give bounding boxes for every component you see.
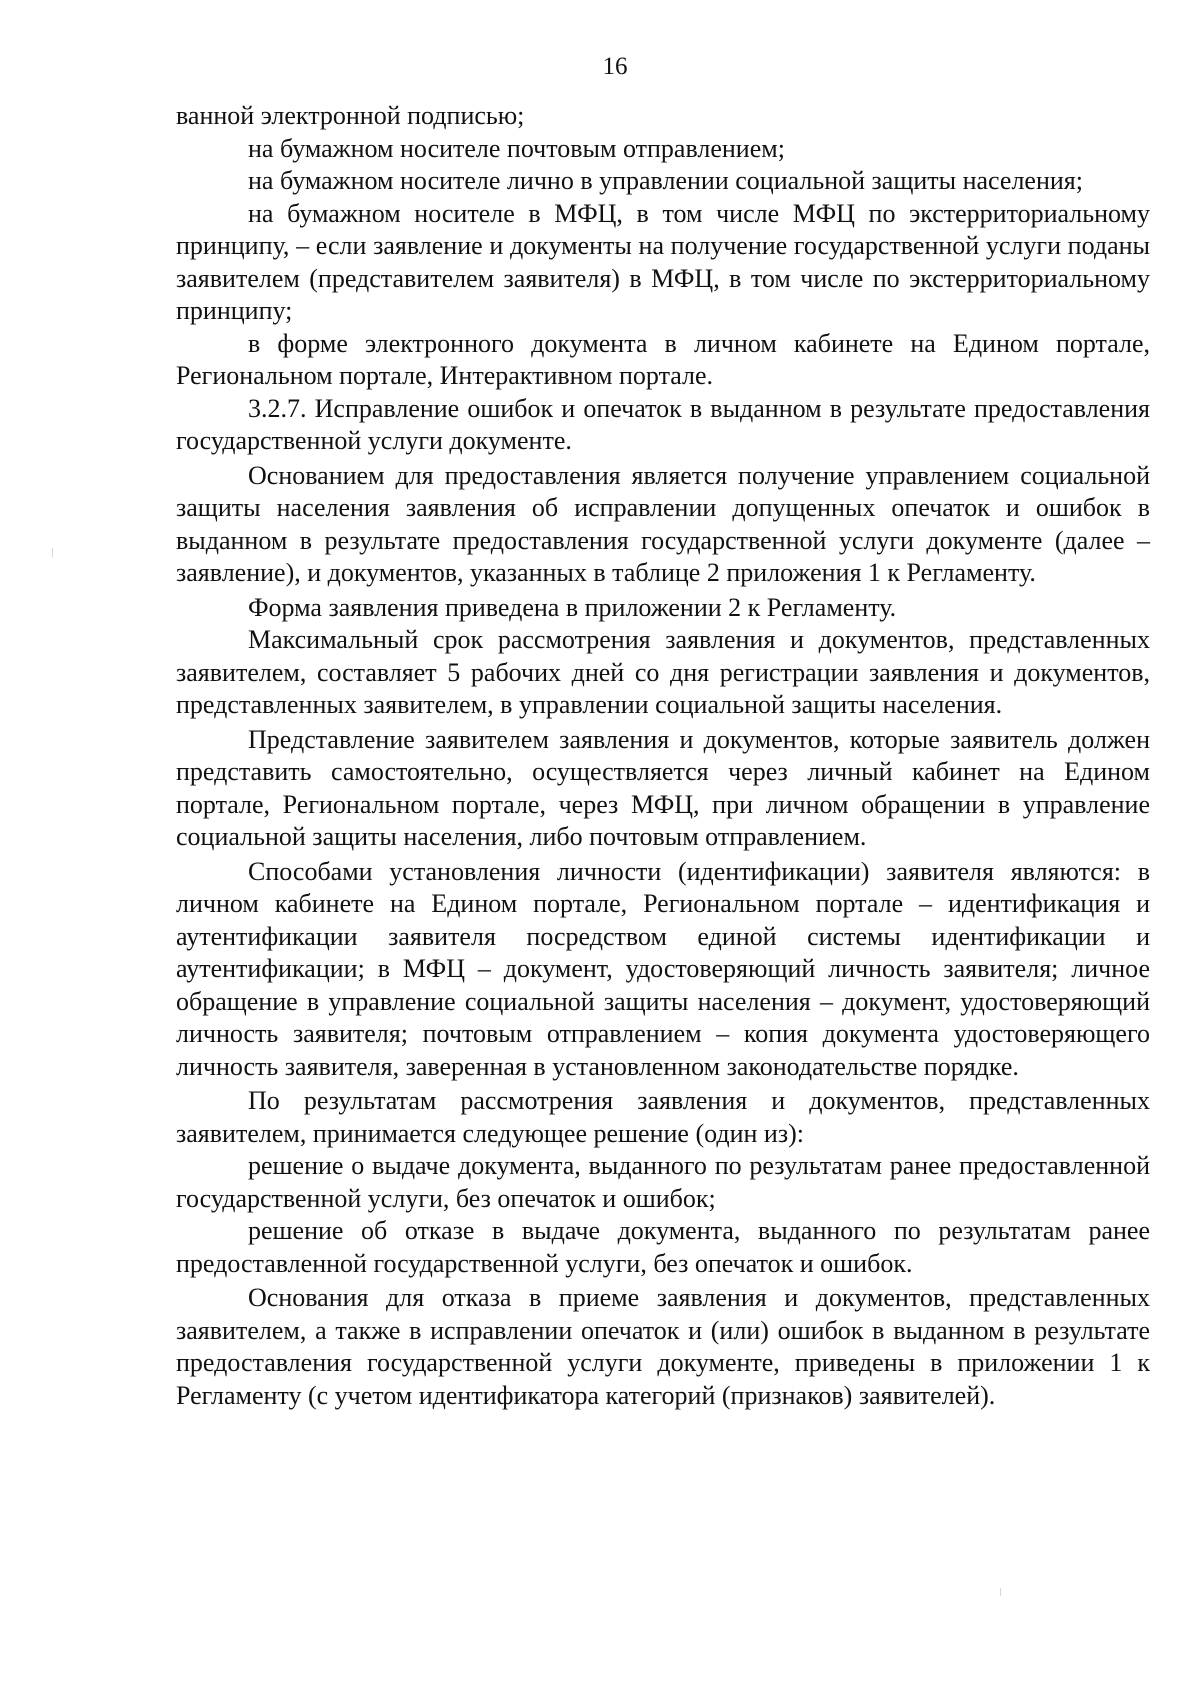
paragraph: Основанием для предоставления является получение управлением социальной защиты населения заявления об исправлении допущенных опечаток и ошибок в выданном в результате предоставления государственной услуги документе (далее – заявление), и документов, указанных в таблице 2 приложения 1 к Регламенту. xyxy=(176,460,1150,587)
paragraph: Основания для отказа в приеме заявления и документов, представленных заявителем, а также в исправлении опечаток и (или) ошибок в выданном в результате предоставления государственной услуги документе, приведены в приложении 1 к Регламенту (с учетом идентификатора категорий (признаков) заявителей). xyxy=(176,1283,1150,1410)
page-number: 16 xyxy=(602,53,628,80)
scan-artifact xyxy=(52,548,53,558)
paragraph: на бумажном носителе почтовым отправлением; xyxy=(248,133,785,163)
paragraph: Форма заявления приведена в приложении 2 к Регламенту. xyxy=(248,592,897,622)
body-text xyxy=(176,100,1150,1412)
section-heading-3-2-7: 3.2.7. Исправление ошибок и опечаток в выданном в результате предоставления государственной услуги документе. xyxy=(176,393,1150,455)
paragraph: По результатам рассмотрения заявления и документов, представленных заявителем, принимается следующее решение (один из): xyxy=(176,1086,1150,1148)
paragraph-continuation: ванной электронной подписью; xyxy=(176,101,525,130)
paragraph: Максимальный срок рассмотрения заявления и документов, представленных заявителем, составляет 5 рабочих дней со дня регистрации заявления и документов, представленных заявителем, в управлении социальной защиты населения. xyxy=(176,625,1150,719)
paragraph: Способами установления личности (идентификации) заявителя являются: в личном кабинете на Едином портале, Региональном портале – идентификация и аутентификации заявителя посредством единой системы идентификации и аутентификации; в МФЦ – документ, удостоверяющий личность заявителя; личное обращение в управление социальной защиты населения – документ, удостоверяющий личность заявителя; почтовым отправлением – копия документа удостоверяющего личность заявителя, заверенная в установленном законодательстве порядке. xyxy=(176,856,1150,1081)
paragraph: Представление заявителем заявления и документов, которые заявитель должен представить самостоятельно, осуществляется через личный кабинет на Едином портале, Региональном портале, через МФЦ, при личном обращении в управление социальной защиты населения, либо почтовым отправлением. xyxy=(176,724,1150,851)
paragraph: на бумажном носителе лично в управлении социальной защиты населения; xyxy=(248,166,1083,195)
paragraph: решение об отказе в выдаче документа, выданного по результатам ранее предоставленной государственной услуги, без опечаток и ошибок. xyxy=(176,1216,1150,1278)
scan-artifact xyxy=(1000,1588,1001,1596)
paragraph: на бумажном носителе в МФЦ, в том числе МФЦ по экстерриториальному принципу, – если заявление и документы на получение государственной услуги поданы заявителем (представителем заявителя) в МФЦ, в том числе по экстерриториальному принципу; xyxy=(176,198,1150,325)
paragraph: решение о выдаче документа, выданного по результатам ранее предоставленной государственной услуги, без опечаток и ошибок; xyxy=(176,1151,1150,1213)
paragraph: в форме электронного документа в личном кабинете на Едином портале, Региональном портале, Интерактивном портале. xyxy=(176,328,1150,390)
